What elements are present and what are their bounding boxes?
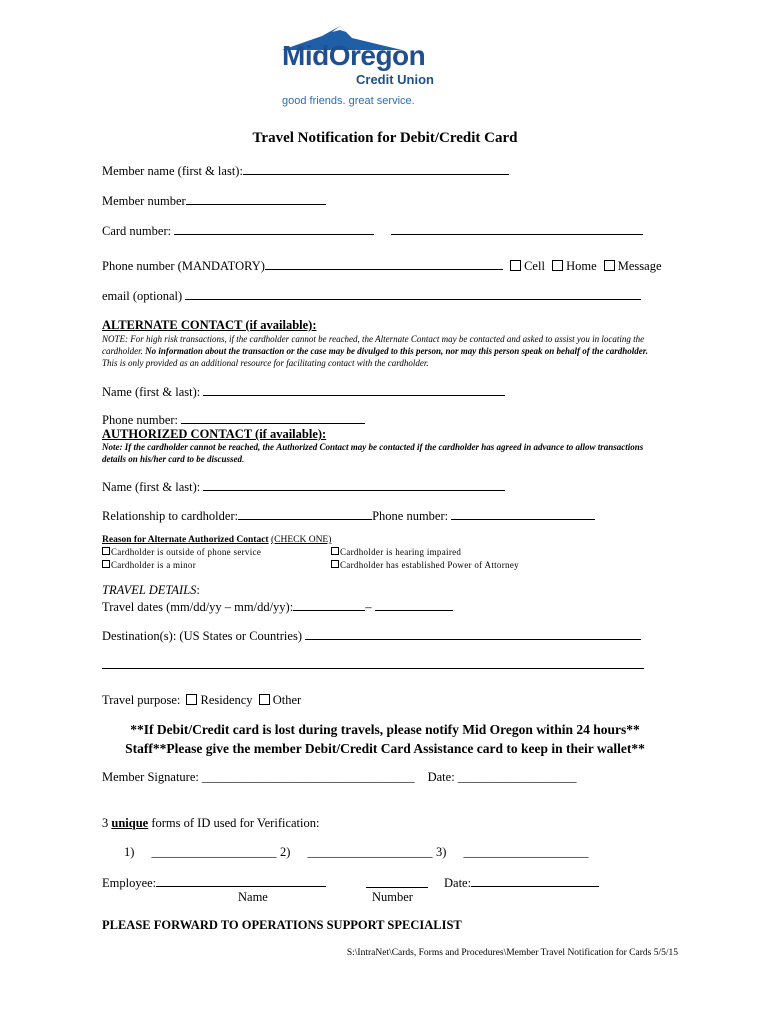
email-label: email (optional) [102,289,183,303]
verification-item-3-label: 3) [436,845,447,859]
forward-instruction: PLEASE FORWARD TO OPERATIONS SUPPORT SPECIALIST [102,918,462,932]
verification-id-1-input[interactable]: ____________________ [151,845,277,859]
member-name-input[interactable] [243,163,509,175]
message-checkbox[interactable] [604,260,615,271]
alternate-name-row [102,384,505,400]
travel-start-date-input[interactable] [293,599,365,611]
email-input[interactable] [185,288,641,300]
page-title: Travel Notification for Debit/Credit Card [252,130,518,146]
cell-label: Cell [524,259,545,273]
home-label: Home [566,259,597,273]
travel-dates-dash: – [365,600,372,614]
verification-item-2 [280,845,433,860]
reason-checkbox-3[interactable] [102,560,110,568]
alternate-contact-heading: ALTERNATE CONTACT (if available): [102,318,317,332]
reason-option-label-1: Cardholder is outside of phone service [111,547,262,557]
member-number-row [102,193,326,209]
brand-name: MidOregon [282,40,426,71]
relationship-row [102,508,595,524]
alternate-contact-note [102,333,662,369]
verification-heading [102,816,319,831]
phone-mandatory-input[interactable] [265,258,503,270]
travel-heading-text: TRAVEL DETAILS [102,583,197,597]
alternate-name-input[interactable] [203,384,505,396]
authorized-name-row [102,479,505,495]
authorized-note-b: Authorized Contact may be contacted if the cardholder has agreed in advance to allow transactions details on his/her card to be discussed [102,442,644,464]
authorized-note-c: . [242,454,245,464]
reason-checkbox-1[interactable] [102,547,110,555]
verification-post: forms of ID used for Verification: [148,816,320,830]
employee-number-input[interactable] [366,887,428,888]
destination-row [102,628,641,644]
authorized-contact-note [102,441,662,465]
travel-details-heading [102,583,200,598]
authorized-name-input[interactable] [203,479,505,491]
authorized-name-label: Name (first & last): [102,480,201,494]
home-checkbox[interactable] [552,260,563,271]
authorized-phone-label: Phone number: [372,509,449,523]
employee-date-row [444,875,599,891]
card-number-input-2[interactable] [391,223,643,235]
other-label: Other [272,693,302,707]
reason-option-label-4: Cardholder has established Power of Attorney [340,560,519,570]
check-one-label: (CHECK ONE) [270,535,332,545]
travel-purpose-row [102,693,301,708]
employee-number-caption: Number [372,890,413,904]
travel-dates-row [102,599,453,615]
authorized-phone-input[interactable] [451,508,595,520]
verification-item-3 [436,845,589,860]
member-name-row [102,163,509,179]
destination-label: Destination(s): (US States or Countries) [102,629,302,643]
lost-card-notice: **If Debit/Credit card is lost during travels, please notify Mid Oregon within 24 hours** [130,722,640,737]
phone-mandatory-row [102,258,662,274]
alternate-phone-row [102,412,365,428]
email-row [102,288,641,304]
member-signature-row [102,770,577,785]
travel-purpose-label: Travel purpose: [102,693,181,707]
signature-date-field[interactable]: Date: ___________________ [427,770,577,784]
verification-item-1-label: 1) [124,845,135,859]
member-name-label: Member name (first & last): [102,164,243,178]
relationship-label: Relationship to cardholder: [102,509,239,523]
logo [260,20,434,115]
alternate-note-b: No information about the transaction or the case may be divulged to this person, nor may this person speak on behalf of the cardholder. [145,346,648,356]
travel-heading-colon: : [196,583,200,597]
alternate-phone-input[interactable] [181,412,365,424]
verification-id-3-input[interactable]: ____________________ [463,845,589,859]
alternate-note-c: This is only provided as an additional resource for facilitating contact with the cardholder. [102,358,429,368]
residency-checkbox[interactable] [186,694,197,705]
verification-item-2-label: 2) [280,845,291,859]
cell-checkbox[interactable] [510,260,521,271]
message-label: Message [617,259,662,273]
reason-option-label-3: Cardholder is a minor [111,560,197,570]
residency-label: Residency [200,693,253,707]
authorized-note-a: Note: If the cardholder cannot be reached, the [102,442,274,452]
verification-pre: 3 [102,816,112,830]
reason-checkbox-4[interactable] [331,560,339,568]
authorized-contact-heading: AUTHORIZED CONTACT (if available): [102,427,327,441]
phone-mandatory-label: Phone number (MANDATORY) [102,259,265,273]
employee-date-label: Date: [444,876,472,890]
employee-name-caption: Name [238,890,268,904]
alternate-name-label: Name (first & last): [102,385,201,399]
destination-input-2[interactable] [102,668,644,669]
alternate-note-a: NOTE: For high risk transactions, if the cardholder cannot be reached, the Alternate Contact may be contacted and asked to assist you in locating the cardholder. [102,334,645,356]
reason-option-2[interactable] [331,547,461,557]
verification-unique: unique [111,816,149,830]
reason-option-3[interactable] [102,560,196,570]
brand-tagline: good friends. great service. [282,95,415,107]
card-number-input[interactable] [174,223,374,235]
brand-subtitle: Credit Union [356,72,434,87]
employee-date-input[interactable] [471,875,599,887]
destination-input[interactable] [305,628,641,640]
other-checkbox[interactable] [259,694,270,705]
reason-option-label-2: Cardholder is hearing impaired [340,547,462,557]
footer-file-path: S:\IntraNet\Cards, Forms and Procedures\Member Travel Notification for Cards 5/5/15 [346,948,678,958]
verification-id-2-input[interactable]: ____________________ [307,845,433,859]
relationship-input[interactable] [238,508,372,520]
alternate-phone-label: Phone number: [102,413,179,427]
reason-option-4[interactable] [331,560,519,570]
employee-name-input[interactable] [156,875,326,887]
member-signature-field[interactable]: Member Signature: __________________________________ [102,770,415,784]
member-number-input[interactable] [186,193,326,205]
member-number-label: Member number [102,194,186,208]
staff-notice: Staff**Please give the member Debit/Credit Card Assistance card to keep in their wallet** [125,741,645,756]
card-number-label: Card number: [102,224,172,238]
employee-row [102,875,326,891]
travel-end-date-input[interactable] [375,599,453,611]
reason-heading-row [102,535,331,545]
reason-heading: Reason for Alternate Authorized Contact [102,535,269,545]
reason-checkbox-2[interactable] [331,547,339,555]
employee-label: Employee: [102,876,157,890]
reason-option-1[interactable] [102,547,261,557]
card-number-row [102,223,643,239]
verification-item-1 [124,845,277,860]
travel-dates-label: Travel dates (mm/dd/yy – mm/dd/yy): [102,600,294,614]
